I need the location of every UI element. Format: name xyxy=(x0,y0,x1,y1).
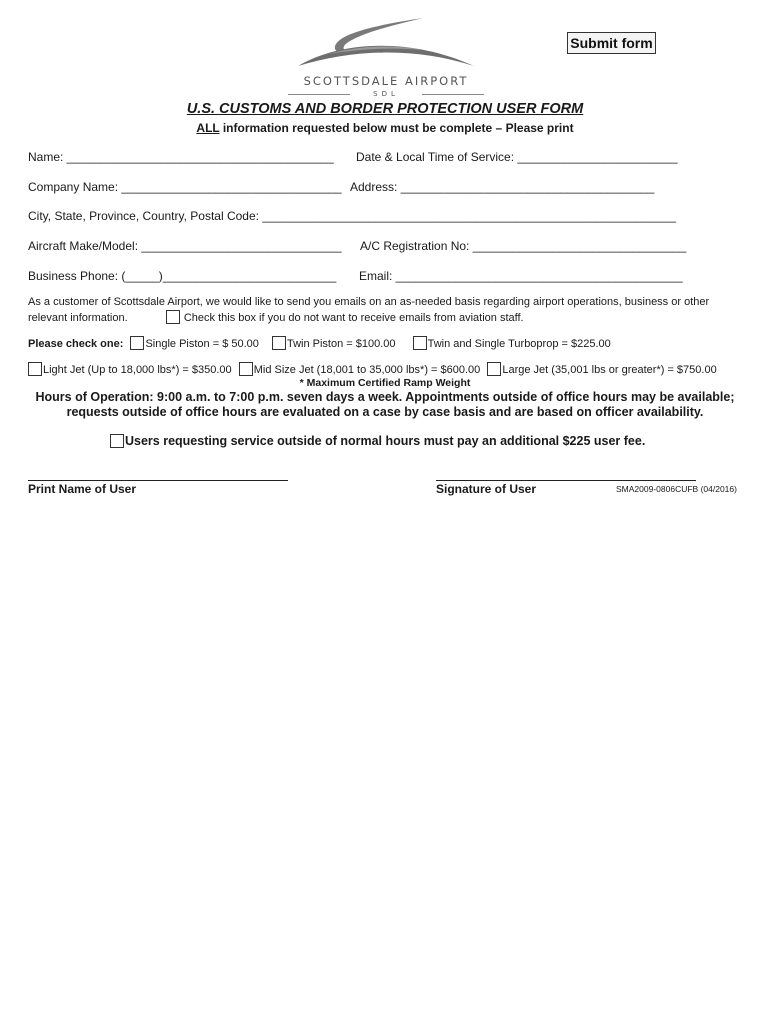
subtitle-text: information requested below must be complete – Please print xyxy=(219,121,574,135)
logo-rule-right xyxy=(422,94,484,95)
single-piston-checkbox[interactable] xyxy=(130,336,144,350)
date-time-field[interactable]: Date & Local Time of Service: ________________________ xyxy=(356,150,678,164)
form-code: SMA2009-0806CUFB (04/2016) xyxy=(616,484,737,494)
ramp-weight-footnote: * Maximum Certified Ramp Weight xyxy=(299,377,471,389)
form-title: U.S. CUSTOMS AND BORDER PROTECTION USER FORM xyxy=(186,101,584,117)
check-one-label: Please check one: xyxy=(28,338,124,350)
name-field[interactable]: Name: ________________________________________ xyxy=(28,150,334,164)
mid-size-jet-checkbox[interactable] xyxy=(239,362,253,376)
email-opt-out-checkbox[interactable] xyxy=(166,310,180,324)
email-notice-line1: As a customer of Scottsdale Airport, we would like to send you emails on an as-needed basis regarding airport operations, business or other xyxy=(28,296,710,308)
light-jet-checkbox[interactable] xyxy=(28,362,42,376)
twin-piston-checkbox[interactable] xyxy=(272,336,286,350)
hours-line-1: Hours of Operation: 9:00 a.m. to 7:00 p.m. seven days a week. Appointments outside of office hours may be available; xyxy=(35,390,735,404)
address-field[interactable]: Address: ______________________________________ xyxy=(350,180,655,194)
aircraft-model-field[interactable]: Aircraft Make/Model: ______________________________ xyxy=(28,239,342,253)
email-field[interactable]: Email: ___________________________________________ xyxy=(359,269,683,283)
after-hours-row xyxy=(110,434,645,448)
print-name-line[interactable] xyxy=(28,480,288,481)
city-state-field[interactable]: City, State, Province, Country, Postal Code: ______________________________________________________________ xyxy=(28,209,677,223)
scottsdale-airport-logo xyxy=(288,14,484,100)
email-notice-line2 xyxy=(28,310,524,324)
email-notice-text: relevant information. xyxy=(28,312,128,324)
print-name-label: Print Name of User xyxy=(28,482,137,496)
signature-label: Signature of User xyxy=(436,482,537,496)
logo-name: SCOTTSDALE AIRPORT xyxy=(303,74,469,88)
single-piston-label: Single Piston = $ 50.00 xyxy=(145,338,259,350)
large-jet-checkbox[interactable] xyxy=(487,362,501,376)
business-phone-field[interactable]: Business Phone: (_____)__________________________ xyxy=(28,269,337,283)
turboprop-checkbox[interactable] xyxy=(413,336,427,350)
check-one-row-1 xyxy=(28,336,611,350)
twin-piston-label: Twin Piston = $100.00 xyxy=(286,338,396,350)
after-hours-fee-checkbox[interactable] xyxy=(110,434,124,448)
email-opt-out-label: Check this box if you do not want to receive emails from aviation staff. xyxy=(183,312,524,324)
turboprop-label: Twin and Single Turboprop = $225.00 xyxy=(427,338,611,350)
after-hours-fee-label: Users requesting service outside of normal hours must pay an additional $225 user fee. xyxy=(125,434,646,448)
submit-form-button[interactable]: Submit form xyxy=(567,32,656,54)
form-subtitle xyxy=(0,121,770,135)
large-jet-label: Large Jet (35,001 lbs or greater*) = $750.00 xyxy=(502,364,717,376)
registration-field[interactable]: A/C Registration No: ________________________________ xyxy=(360,239,687,253)
hours-line-2: requests outside of office hours are evaluated on a case by case basis and are based on officer availability. xyxy=(66,405,704,419)
check-one-row-2 xyxy=(28,362,717,376)
signature-line[interactable] xyxy=(436,480,696,481)
mid-size-jet-label: Mid Size Jet (18,001 to 35,000 lbs*) = $600.00 xyxy=(253,364,481,376)
company-name-field[interactable]: Company Name: _________________________________ xyxy=(28,180,342,194)
swoosh-logo-icon xyxy=(288,14,484,76)
light-jet-label: Light Jet (Up to 18,000 lbs*) = $350.00 xyxy=(43,364,232,376)
subtitle-emphasis: ALL xyxy=(196,121,220,135)
logo-code: SDL xyxy=(373,90,399,98)
